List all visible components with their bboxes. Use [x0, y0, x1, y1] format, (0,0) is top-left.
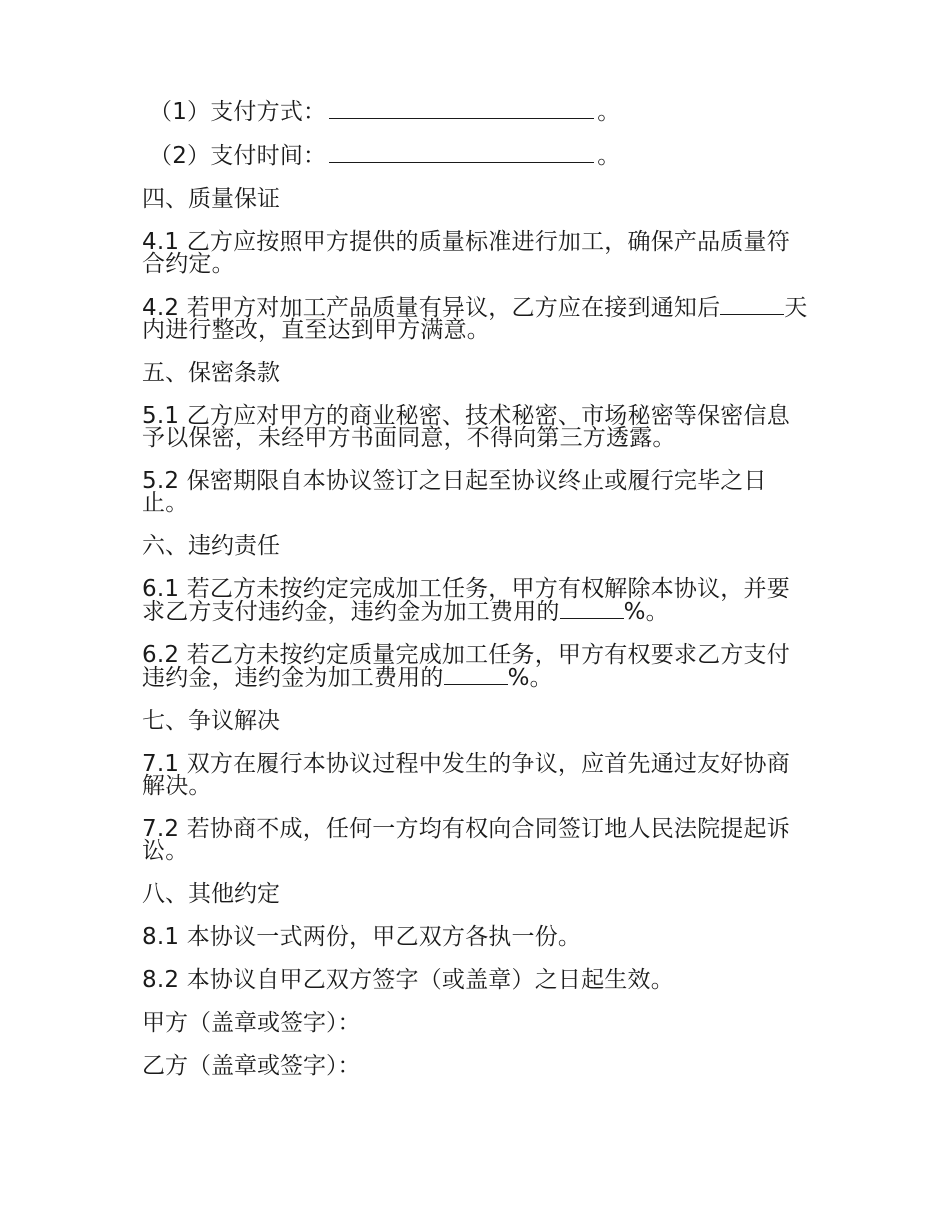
- clause-6-1-text-pre: 6.1 若乙方未按约定完成加工任务，甲方有权解除本协议，并要求乙方支付违约金，违约金为加工费用的: [142, 576, 790, 625]
- section-7-title: 七、争议解决: [142, 708, 280, 734]
- payment-time-label: （2）支付时间：: [149, 143, 327, 169]
- clause-7-1: 7.1 双方在履行本协议过程中发生的争议，应首先通过友好协商解决。: [142, 751, 790, 799]
- clause-4-2-blank: [720, 296, 784, 315]
- clause-5-2: 5.2 保密期限自本协议签订之日起至协议终止或履行完毕之日止。: [142, 468, 767, 516]
- clause-6-2-text-post: %。: [507, 665, 553, 691]
- clause-4-2-text-pre: 4.2 若甲方对加工产品质量有异议，乙方应在接到通知后: [142, 295, 721, 321]
- payment-method-line: [142, 100, 810, 123]
- clause-8-2: 8.2 本协议自甲乙双方签字（或盖章）之日起生效。: [142, 967, 674, 993]
- party-a-signature: 甲方（盖章或签字）：: [142, 1010, 361, 1036]
- payment-method-blank: [329, 100, 594, 119]
- section-8-title: 八、其他约定: [142, 881, 280, 907]
- clause-7-2: 7.2 若协商不成，任何一方均有权向合同签订地人民法院提起诉讼。: [142, 816, 790, 864]
- section-4-title: 四、质量保证: [142, 186, 280, 212]
- clause-6-1-text-post: %。: [623, 599, 669, 625]
- clause-5-1: 5.1 乙方应对甲方的商业秘密、技术秘密、市场秘密等保密信息予以保密，未经甲方书面同意，不得向第三方透露。: [142, 403, 790, 451]
- clause-4-2-text-post: 天内进行整改，直至达到甲方满意。: [142, 295, 808, 343]
- contract-page: [142, 100, 810, 1098]
- clause-4-2: [142, 296, 810, 341]
- party-b-signature: 乙方（盖章或签字）：: [142, 1053, 361, 1079]
- payment-method-end: 。: [597, 99, 621, 125]
- clause-6-1-blank: [560, 600, 624, 619]
- section-6-title: 六、违约责任: [142, 533, 280, 559]
- payment-time-line: [142, 144, 810, 167]
- clause-4-1: 4.1 乙方应按照甲方提供的质量标准进行加工，确保产品质量符合约定。: [142, 229, 790, 277]
- clause-6-1: [142, 578, 810, 623]
- payment-time-blank: [329, 144, 594, 163]
- payment-time-end: 。: [597, 143, 621, 169]
- clause-8-1: 8.1 本协议一式两份，甲乙双方各执一份。: [142, 924, 582, 950]
- clause-6-2-blank: [444, 666, 508, 685]
- clause-6-2-text-pre: 6.2 若乙方未按约定质量完成加工任务，甲方有权要求乙方支付违约金，违约金为加工费用的: [142, 642, 790, 691]
- section-5-title: 五、保密条款: [142, 360, 280, 386]
- clause-6-2: [142, 644, 810, 689]
- payment-method-label: （1）支付方式：: [149, 99, 327, 125]
